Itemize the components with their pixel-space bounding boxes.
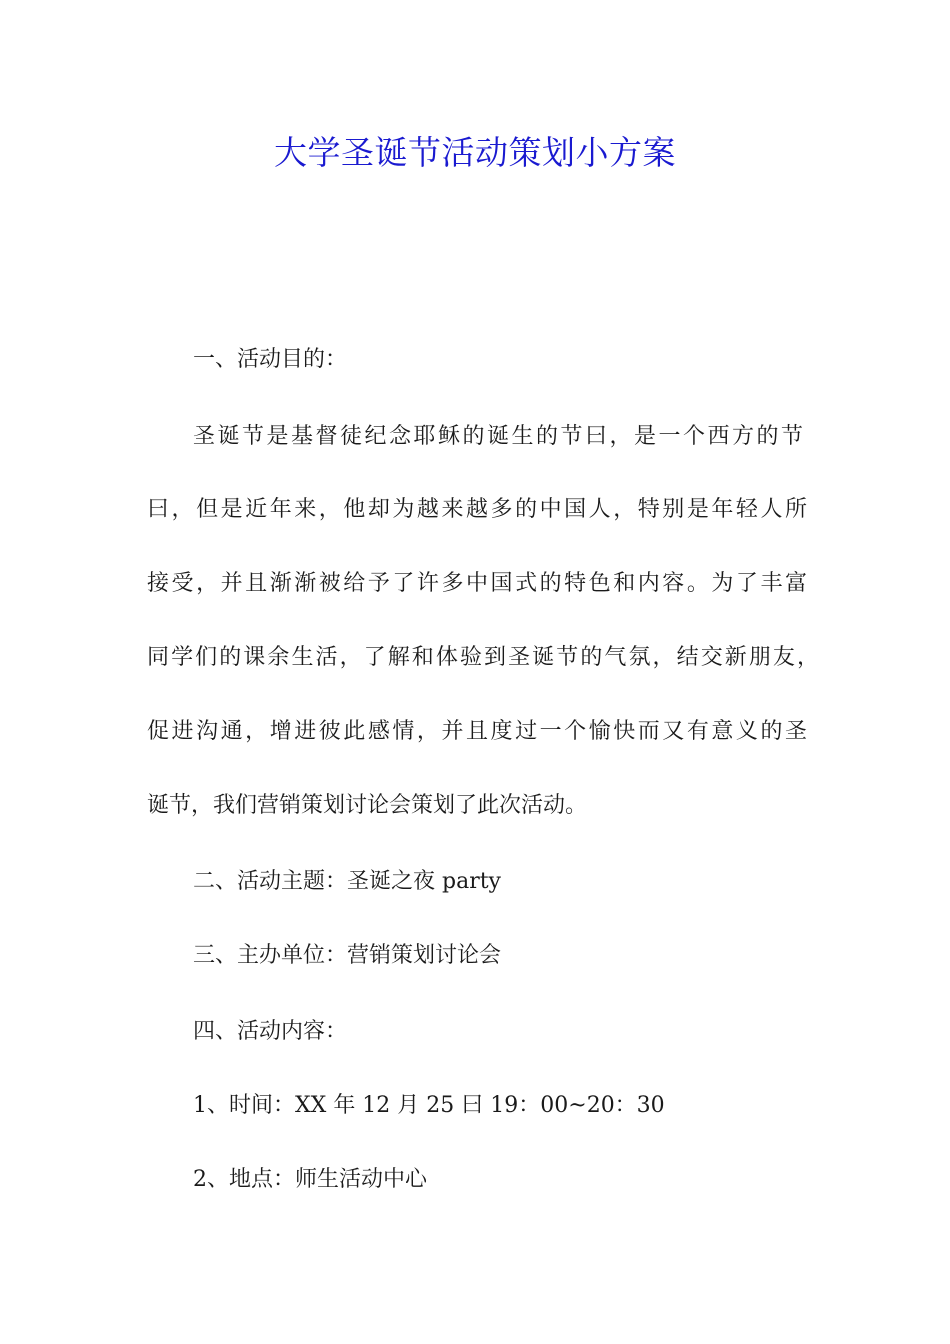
purpose-paragraph-line: 接受，并且渐渐被给予了许多中国式的特色和内容。为了丰富 <box>147 571 807 596</box>
purpose-paragraph-line: 圣诞节是基督徒纪念耶稣的诞生的节曰，是一个西方的节 <box>193 424 803 449</box>
content-item-location: 2、地点：师生活动中心 <box>193 1167 427 1192</box>
section-organizer: 三、主办单位：营销策划讨论会 <box>193 943 502 968</box>
purpose-paragraph-line: 曰，但是近年来，他却为越来越多的中国人，特别是年轻人所 <box>147 497 807 522</box>
section-theme: 二、活动主题：圣诞之夜 party <box>193 869 501 894</box>
content-item-time: 1、时间：XX 年 12 月 25 曰 19：00~20：30 <box>193 1093 665 1118</box>
purpose-paragraph-line: 诞节，我们营销策划讨论会策划了此次活动。 <box>147 793 588 818</box>
purpose-paragraph-line: 促进沟通，增进彼此感情，并且度过一个愉快而又有意义的圣 <box>147 719 807 744</box>
section-heading-content: 四、活动内容： <box>193 1019 348 1044</box>
document-title: 大学圣诞节活动策划小方案 <box>274 133 676 172</box>
purpose-paragraph-line: 同学们的课余生活，了解和体验到圣诞节的气氛，结交新朋友， <box>147 645 819 670</box>
section-heading-purpose: 一、活动目的： <box>193 347 348 372</box>
